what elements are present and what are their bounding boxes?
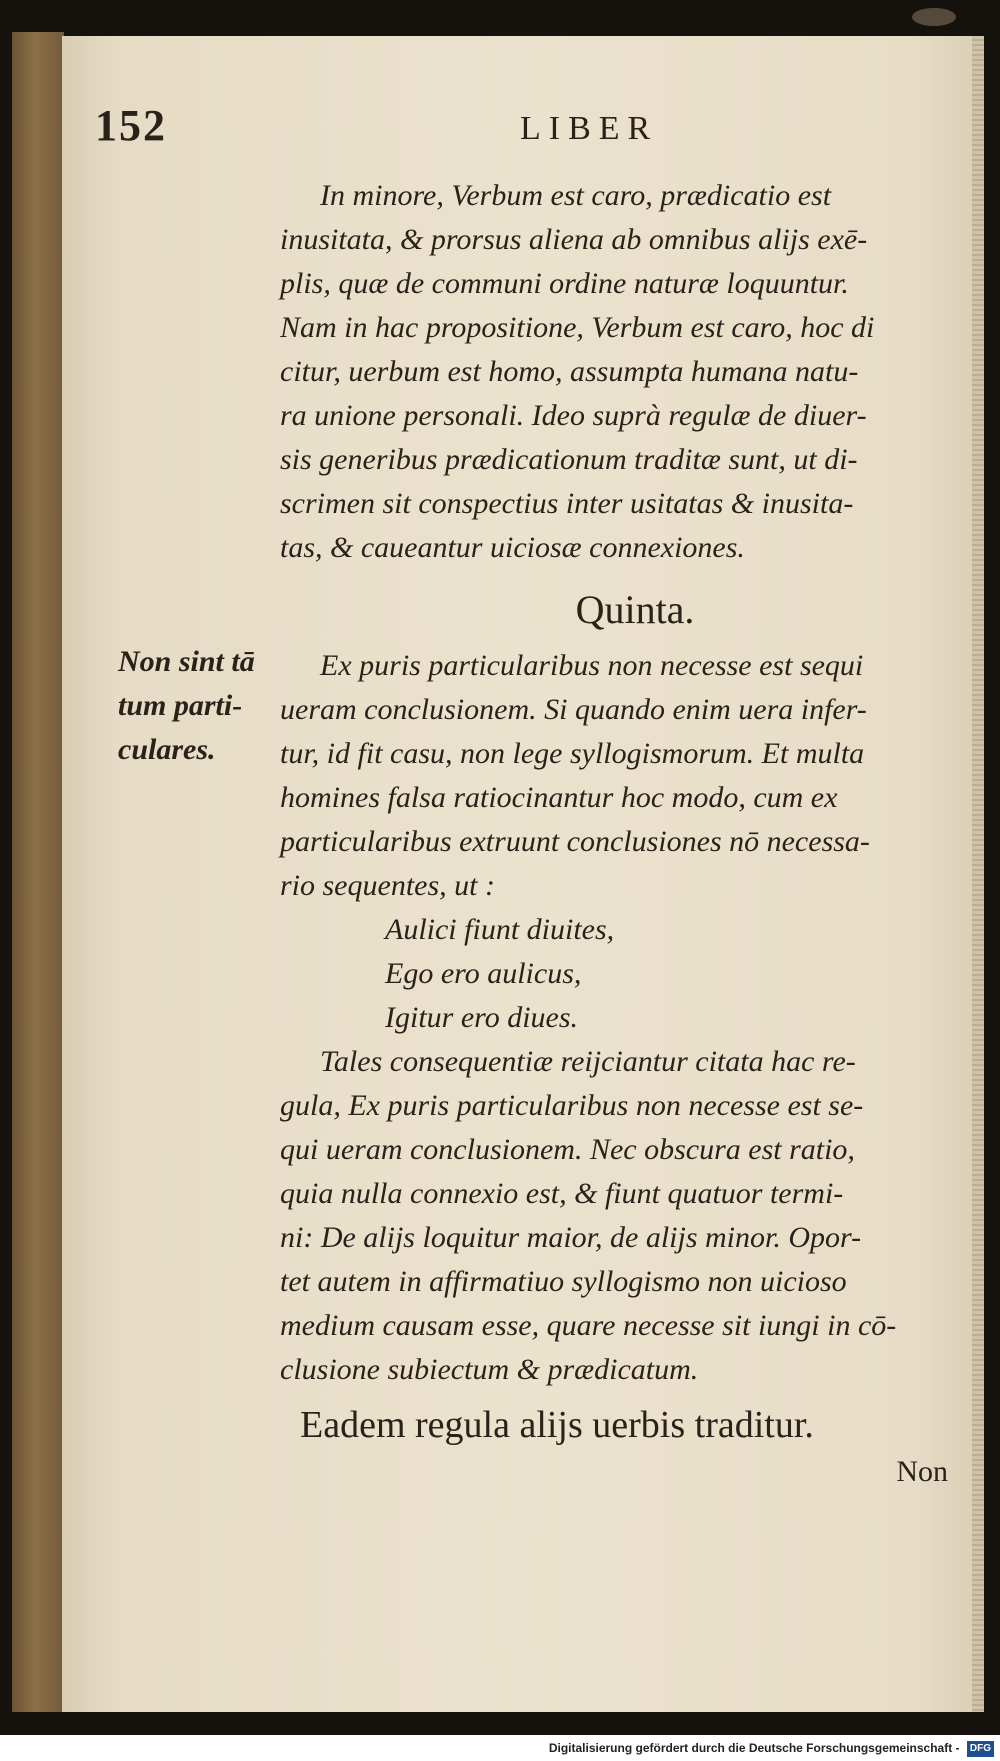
text-line: rio sequentes, ut : xyxy=(280,869,495,902)
corner-stain xyxy=(912,8,956,26)
marginal-note-line: tum parti- xyxy=(118,689,243,722)
section-heading: Quinta. xyxy=(575,587,695,632)
page-number: 152 xyxy=(95,101,167,150)
verse-line: Aulici fiunt diuites, xyxy=(385,913,615,946)
page-edge xyxy=(972,36,984,1712)
syllogism-example xyxy=(280,908,950,1040)
text-line: Ex puris particularibus non necesse est sequi xyxy=(320,649,864,682)
dfg-logo-icon: DFG xyxy=(967,1741,994,1757)
verse-line: Ego ero aulicus, xyxy=(385,957,582,990)
text-line: citur, uerbum est homo, assumpta humana natu- xyxy=(280,355,859,388)
text-line: clusione subiectum & prædicatum. xyxy=(280,1353,699,1386)
running-head: LIBER xyxy=(520,110,659,147)
text-line: particularibus extruunt conclusiones nō necessa- xyxy=(280,825,870,858)
text-line: medium causam esse, quare necesse sit iungi in cō- xyxy=(280,1309,897,1342)
text-line: tet autem in affirmatiuo syllogismo non uicioso xyxy=(280,1265,847,1298)
text-line: ueram conclusionem. Si quando enim uera infer- xyxy=(280,693,867,726)
main-text xyxy=(280,174,950,1490)
catchword: Non xyxy=(896,1455,948,1488)
text-line: inusitata, & prorsus aliena ab omnibus alijs exē- xyxy=(280,223,868,256)
text-line: tas, & caueantur uiciosæ connexiones. xyxy=(280,531,745,564)
text-line: homines falsa ratiocinantur hoc modo, cum ex xyxy=(280,781,838,814)
paragraph-3 xyxy=(280,1040,950,1392)
footer-credit: Digitalisierung gefördert durch die Deutsche Forschungsgemeinschaft - xyxy=(548,1741,960,1755)
marginal-note-line: culares. xyxy=(118,733,216,766)
text-line: qui ueram conclusionem. Nec obscura est ratio, xyxy=(280,1133,855,1166)
text-line: tur, id fit casu, non lege syllogismorum. Et multa xyxy=(280,737,865,770)
digitization-footer xyxy=(0,1735,1000,1761)
text-line: scrimen sit conspectius inter usitatas & inusita- xyxy=(280,487,854,520)
text-line: Nam in hac propositione, Verbum est caro, hoc di xyxy=(280,311,875,344)
text-line: gula, Ex puris particularibus non necesse est se- xyxy=(280,1089,864,1122)
text-line: Tales consequentiæ reijciantur citata hac re- xyxy=(320,1045,856,1078)
text-line: quia nulla connexio est, & fiunt quatuor termi- xyxy=(280,1177,844,1210)
marginal-note-line: Non sint tā xyxy=(118,645,255,678)
paragraph-2 xyxy=(280,644,950,908)
marginal-note xyxy=(118,640,278,772)
verse-line: Igitur ero diues. xyxy=(385,1001,579,1034)
text-line: sis generibus prædicationum traditæ sunt, ut di- xyxy=(280,443,858,476)
paragraph-1 xyxy=(280,174,950,570)
text-line: plis, quæ de communi ordine naturæ loquuntur. xyxy=(280,267,849,300)
text-line: ni: De alijs loquitur maior, de alijs minor. Opor- xyxy=(280,1221,862,1254)
book-spine xyxy=(12,32,64,1712)
subheading: Eadem regula alijs uerbis traditur. xyxy=(300,1404,814,1446)
text-line: ra unione personali. Ideo suprà regulæ de diuer- xyxy=(280,399,867,432)
text-line: In minore, Verbum est caro, prædicatio est xyxy=(320,179,832,212)
